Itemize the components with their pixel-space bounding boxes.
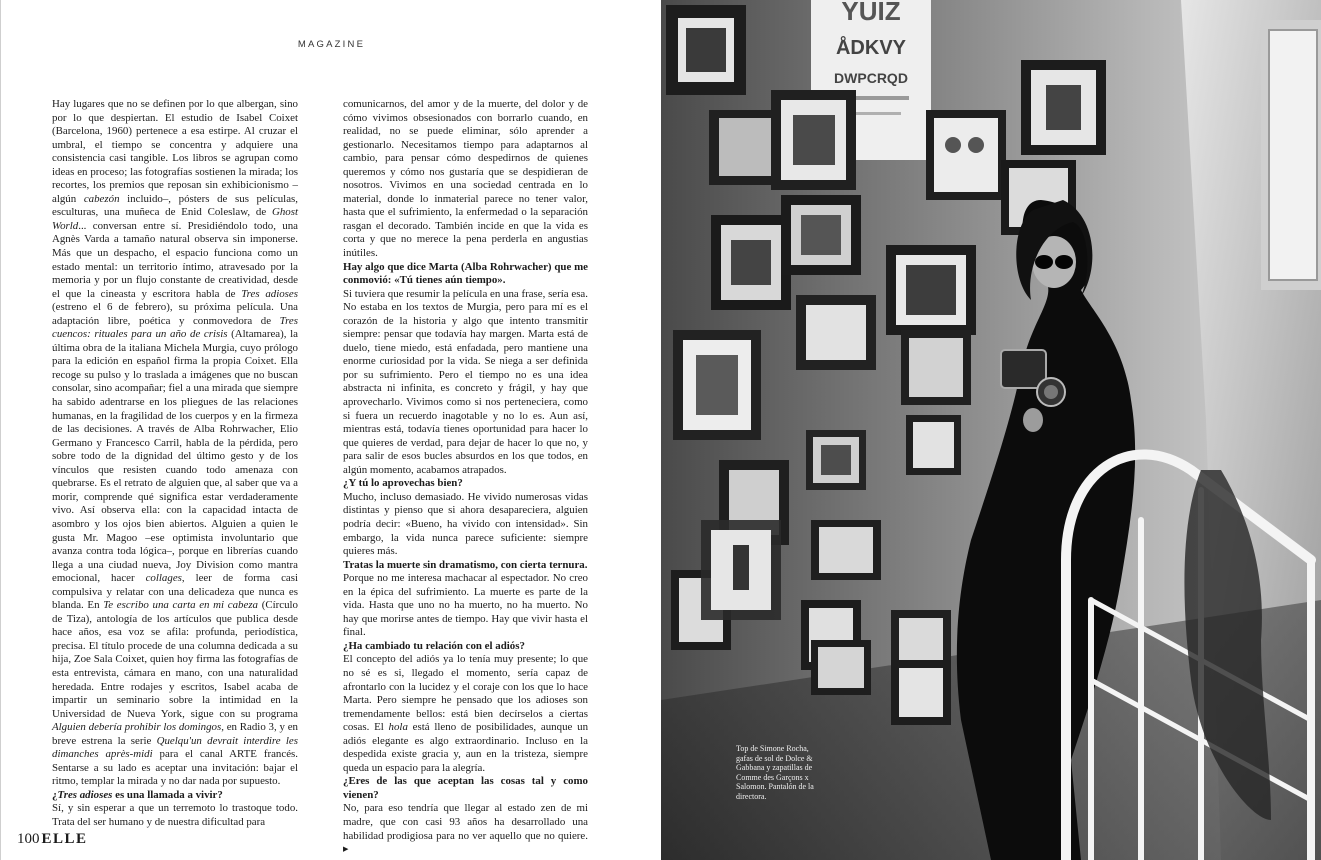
running-head: MAGAZINE bbox=[297, 39, 366, 50]
magazine-logo: ELLE bbox=[41, 831, 88, 847]
page-number: 100 bbox=[17, 831, 40, 847]
interview-question: ¿Eres de las que aceptan las cosas tal y como vienen? bbox=[343, 775, 588, 801]
body-paragraph: Porque no me interesa machacar al espectador. No creo en la épica del sufrimiento. La muerte es parte de la vida. Hasta que uno no ha muerto, no ha muerto. No hay que morirse antes de tiempo. Hay que vivir hasta el final. bbox=[343, 572, 588, 639]
interview-question: ¿Ha cambiado tu relación con el adiós? bbox=[343, 639, 525, 652]
window-pane bbox=[1269, 30, 1317, 280]
body-paragraph: Si tuviera que resumir la película en una frase, sería esa. No estaba en los textos de Murgia, pero para mí es el corazón de la historia y algo que intento transmitir siempre: pensar que todavía hay margen. Marta está de duelo, tiene miedo, está enfadada, pero mantiene una enorme curiosidad por la vida. Se niega a ser definida por su sufrimiento. Pero el tiempo no es una idea abstracta ni infinita, es concreto y frágil, y hay que aprovecharlo. Vivimos como si nos perteneciera, como si fuera un recuerdo inagotable y no lo es. Aun así, mientras está, todavía tienes oportunidad para hacer lo que quieres de verdad, para dejar de hacer lo que no, y para salir de esos bucles absurdos en los que todos, en algún momento, acabamos atrapados. bbox=[343, 287, 588, 476]
photo-illustration bbox=[661, 0, 1321, 860]
eye-chart-line-2: ÅDKVY bbox=[835, 37, 907, 59]
interview-question: Hay algo que dice Marta (Alba Rohrwacher) que me conmovió: «Tú tienes aún tiempo». bbox=[343, 260, 588, 287]
eye-chart-line-1: YUIZ bbox=[841, 0, 901, 26]
camera-icon bbox=[1001, 350, 1046, 388]
eye-chart-line-3: DWPCRQD bbox=[834, 70, 908, 86]
text-column-2 bbox=[343, 98, 588, 857]
interview-question: Tratas la muerte sin dramatismo, con cierta ternura. bbox=[343, 558, 588, 571]
body-paragraph: Hay lugares que no se definen por lo que albergan, sino por lo que despiertan. El estudio de Isabel Coixet (Barcelona, 1960) pertenece a esa estirpe. Al cruzar el umbral, el tiempo se concentra y adquiere una consistencia casi tangible. Los libros se agrupan como ideas en proceso; las fotografías sostienen la mirada; los recortes, los premios que reposan sin exhibicionismo –algún cabezón incluido–, pósters de sus películas, esculturas, una muñeca de Enid Coleslaw, de Ghost World... conversan entre sí. Presidiéndolo todo, una Agnès Varda a tamaño natural observa sin imponerse. Más que un despacho, el espacio funciona como un estado mental: un territorio íntimo, atravesado por la memoria y por un flujo constante de creatividad, desde el que la cineasta y escritora habla de Tres adioses (estreno el 6 de febrero), su próxima película. Una adaptación libre, poética y conmovedora de Tres cuencos: rituales para un año de crisis (Altamarea), la última obra de la italiana Michela Murgia, cuyo prólogo para la edición en español firma la propia Coixet. Ella recoge su pulso y lo traslada a imágenes que no buscan consolar, sino acompañar; fiel a una mirada que siempre ha sabido adentrarse en los pliegues de las relaciones humanas, en la fragilidad de los cuerpos y en la firmeza de las decisiones. A través de Alba Rohrwacher, Elio Germano y Francesco Carril, habla de la pérdida, pero sobre todo de la dignidad del último gesto y de los vínculos que resisten cuando todo amenaza con quebrarse. Es el retrato de alguien que, al saber que va a morir, comprende qué significa estar verdaderamente vivo. Así observa ella: con la capacidad intacta de asombro y los ojos bien abiertos. Alguien a quien le gusta Mr. Magoo –ese optimista involuntario que avanza contra toda lógica–, porque en librerías cuando llega a una ciudad nueva, Joy Division como mantra emocional, hacer collages, leer de forma casi compulsiva y relatar con una delicadeza que nunca es blanda. En Te escribo una carta en mi cabeza (Círculo de Tiza), antología de los artículos que publica desde hace años, esa voz se afila: profunda, periodística, precisa. El título procede de una columna dedicada a su hija, Zoe Sala Coixet, quien hoy firma las fotografías de esta entrevista, cámara en mano, con una naturalidad heredada. Entre rodajes y escritos, Isabel acaba de impartir un seminario sobre la intimidad en la Universidad de Nueva York, sigue con su programa Alguien debería prohibir los domingos, en Radio 3, y en breve estrena la serie Quelqu'un devrait interdire les dimanches après-midi para el canal ARTE francés. Sentarse a su lado es aceptar una invitación: bajar el ritmo, templar la mirada y no dar nada por supuesto. bbox=[52, 98, 298, 788]
portrait-photo bbox=[661, 0, 1321, 860]
text-column-1 bbox=[52, 98, 298, 830]
folio bbox=[17, 831, 88, 848]
interview-question: ¿Y tú lo aprovechas bien? bbox=[343, 477, 463, 490]
body-paragraph: Sí, y sin esperar a que un terremoto lo trastoque todo. Trata del ser humano y de nuestra dificultad para bbox=[52, 802, 298, 828]
body-paragraph: El concepto del adiós ya lo tenía muy presente; lo que no sé es si, llegado el momento, sería capaz de afrontarlo con la lucidez y el coraje con los que lo hace Marta. Pero siempre he pensado que los adioses son tremendamente bellos: está bien decírselos a ciertas cosas. El hola está lleno de posibilidades, aunque un adiós elegante es algo extraordinario. Incluso en la despedida existe gracia y, aun en la tristeza, siempre queda un espacio para la alegría. bbox=[343, 653, 589, 774]
body-paragraph: Mucho, incluso demasiado. He vivido numerosas vidas distintas y pienso que si ahora desapareciera, alguien podría decir: «Bueno, ha vivido con intensidad». Sin embargo, la vida nunca parece suficiente: siempre quieres más. bbox=[343, 490, 588, 558]
interview-question: ¿Tres adioses es una llamada a vivir? bbox=[52, 788, 223, 801]
photo-caption: Top de Simone Rocha, gafas de sol de Dolce & Gabbana y zapatillas de Comme des Garçons x Salomon. Pantalón de la directora. bbox=[736, 744, 814, 801]
body-paragraph: No, para eso tendría que llegar al estado zen de mi madre, que con casi 93 años ha desarrollado una habilidad prodigiosa para no ver aquello que no quiere. ▸ bbox=[343, 802, 588, 856]
body-paragraph: comunicarnos, del amor y de la muerte, del dolor y de cómo vivimos obsesionados con borrarlo cuando, en realidad, no se puede eliminar, sólo aprender a gestionarlo. Necesitamos tiempo para adaptarnos al cambio, para pensar cómo despedirnos de quienes queremos y cómo nos gustaría que se despidieran de nosotros. Vivimos en una sociedad centrada en lo material, donde lo inmaterial parece no tener valor, hasta que el sufrimiento, la enfermedad o la separación rasgan el decorado. También incide en que la vida es corta y que no merece la pena perderla en angustias inútiles. bbox=[343, 98, 588, 260]
